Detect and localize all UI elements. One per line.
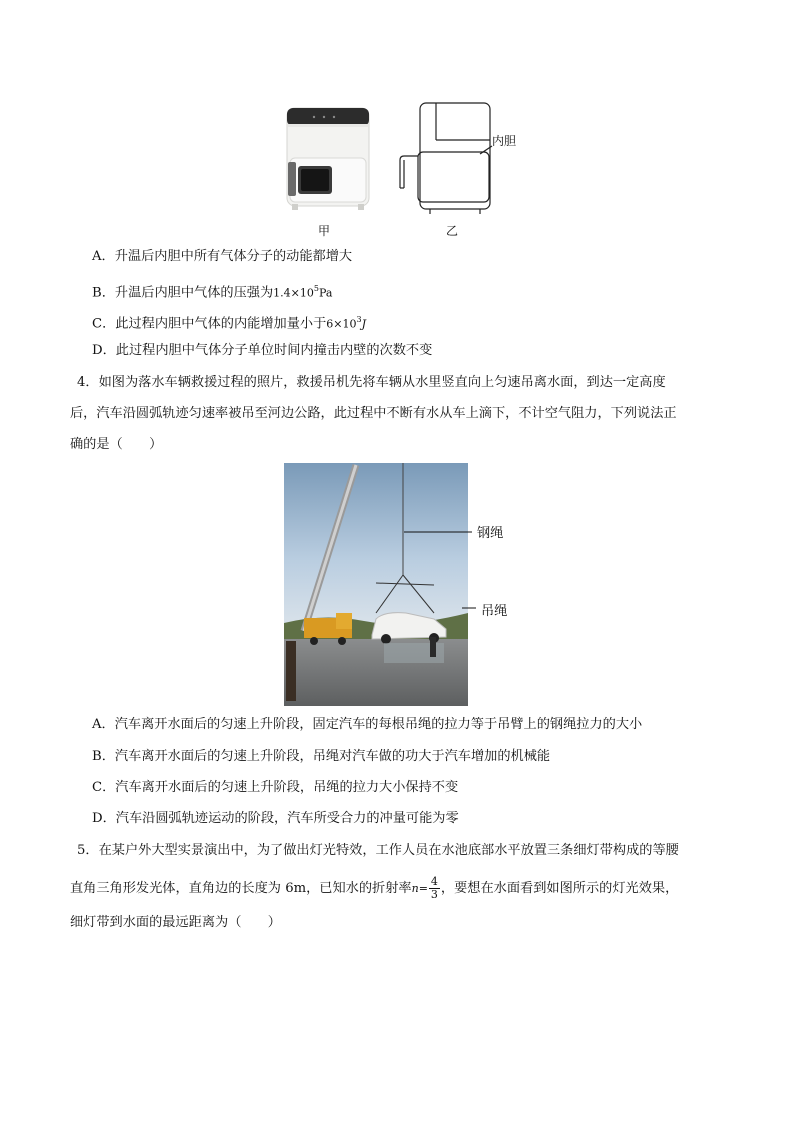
figure-label-yi: 乙 <box>446 224 459 238</box>
q3-option-b-value: 1.4×10 <box>273 286 314 300</box>
q3-option-c-text: C．此过程内胆中气体的内能增加量小于 <box>92 316 327 332</box>
refraction-index-fraction <box>429 876 440 901</box>
q3-option-c <box>92 311 366 333</box>
callout-inner-pot: 内胆 <box>492 134 517 148</box>
air-fryer-figure <box>284 100 520 240</box>
callout-steel-rope: 钢绳 <box>477 526 504 541</box>
fraction-numerator: 4 <box>430 875 438 888</box>
q5-stem-line1: 5．在某户外大型实景演出中，为了做出灯光特效，工作人员在水池底部水平放置三条细灯带构成的等腰 <box>77 843 679 858</box>
q3-option-c-unit: J <box>361 317 367 331</box>
q3-option-a: A．升温后内胆中所有气体分子的动能都增大 <box>92 249 353 264</box>
callout-sling: 吊绳 <box>481 604 508 619</box>
q5-stem-line2-tail: ，要想在水面看到如图所示的灯光效果， <box>440 881 679 896</box>
figure-label-jia: 甲 <box>318 224 331 238</box>
q4-stem-line3: 确的是（ ） <box>70 437 163 452</box>
fraction-denominator: 3 <box>430 888 438 901</box>
q5-stem-line2-text: 直角三角形发光体，直角边的长度为 6m，已知水的折射率 <box>70 881 412 896</box>
q3-option-c-exponent: 3 <box>356 315 362 324</box>
q3-option-b-unit: Pa <box>318 286 333 300</box>
q4-option-b: B．汽车离开水面后的匀速上升阶段，吊绳对汽车做的功大于汽车增加的机械能 <box>92 749 551 764</box>
photo-callout-lines <box>400 520 480 620</box>
air-fryer-photo <box>287 108 369 210</box>
q4-option-a: A．汽车离开水面后的匀速上升阶段，固定汽车的每根吊绳的拉力等于吊臂上的钢绳拉力的大小 <box>92 717 643 732</box>
air-fryer-illustration <box>284 100 520 240</box>
q3-option-b <box>92 280 332 302</box>
air-fryer-schematic <box>400 103 492 214</box>
q3-option-d: D．此过程内胆中气体分子单位时间内撞击内壁的次数不变 <box>92 343 433 358</box>
q5-stem-line3: 细灯带到水面的最远距离为（ ） <box>70 915 281 930</box>
refraction-index-symbol: n <box>411 882 419 895</box>
q3-option-b-text: B．升温后内胆中气体的压强为 <box>92 285 274 301</box>
equals-sign: = <box>418 882 428 895</box>
q3-option-c-value: 6×10 <box>326 317 357 331</box>
q5-stem-line2 <box>70 876 678 901</box>
q4-option-d: D．汽车沿圆弧轨迹运动的阶段，汽车所受合力的冲量可能为零 <box>92 811 459 826</box>
q4-stem-line2: 后，汽车沿圆弧轨迹匀速率被吊至河边公路，此过程中不断有水从车上滴下，不计空气阻力，下列说法正 <box>70 406 677 421</box>
q3-option-b-exponent: 5 <box>313 284 319 293</box>
q4-stem-line1: 4．如图为落水车辆救援过程的照片，救援吊机先将车辆从水里竖直向上匀速吊离水面，到达一定高度 <box>77 375 666 390</box>
q4-option-c: C．汽车离开水面后的匀速上升阶段，吊绳的拉力大小保持不变 <box>92 780 459 795</box>
